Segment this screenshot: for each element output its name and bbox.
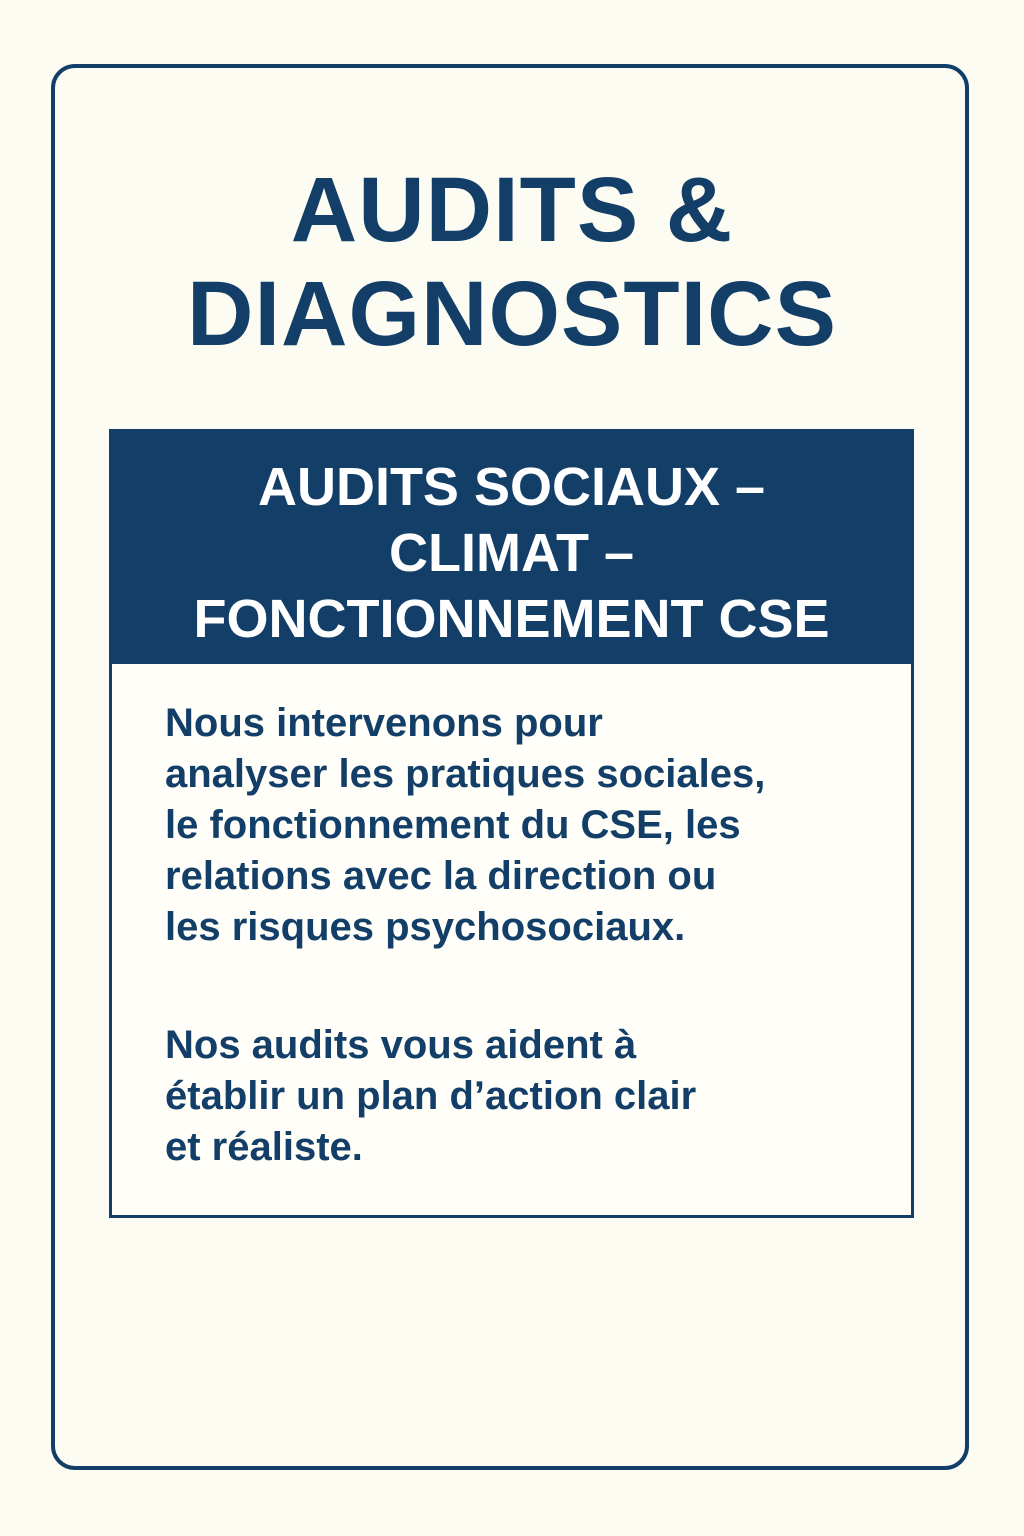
paragraph-action-plan — [165, 1020, 885, 1173]
paragraph-2-line-3: et réaliste. — [165, 1125, 363, 1169]
paragraph-1-line-4: relations avec la direction ou — [165, 854, 717, 898]
paragraph-1-line-2: analyser les pratiques sociales, — [165, 752, 766, 796]
section-heading — [112, 432, 911, 664]
section-heading-line-1: AUDITS SOCIAUX – — [257, 457, 766, 517]
content-box — [109, 429, 914, 1218]
paragraph-1-line-5: les risques psychosociaux. — [165, 905, 686, 949]
section-heading-line-3: FONCTIONNEMENT CSE — [193, 589, 830, 649]
paragraph-1-line-1: Nous intervenons pour — [165, 701, 603, 745]
paragraph-2-line-1: Nos audits vous aident à — [165, 1023, 637, 1067]
page-title-line-2: DIAGNOSTICS — [187, 263, 837, 365]
section-heading-line-2: CLIMAT – — [389, 523, 634, 583]
page-title-line-1: AUDITS & — [290, 159, 734, 261]
paragraph-1-line-3: le fonctionnement du CSE, les — [165, 803, 741, 847]
page-title — [0, 158, 1024, 366]
paragraph-2-line-2: établir un plan d’action clair — [165, 1074, 697, 1118]
paragraph-intervention — [165, 698, 885, 953]
